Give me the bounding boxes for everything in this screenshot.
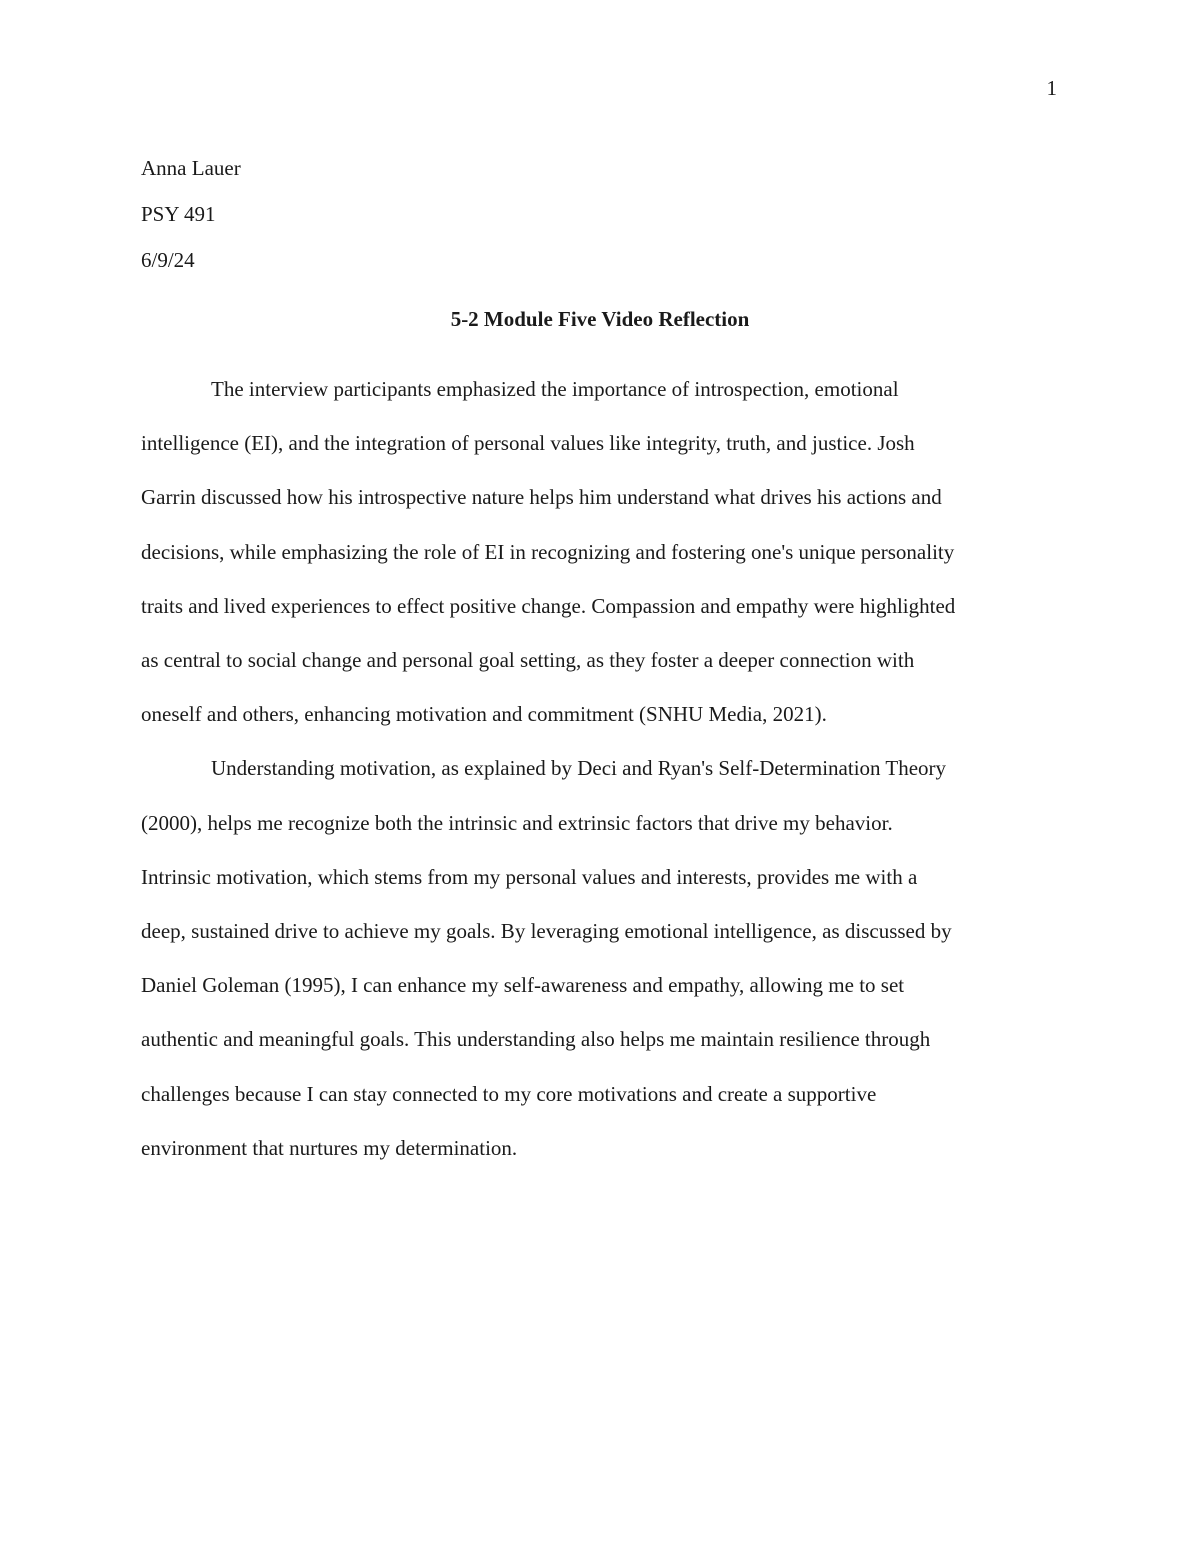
paragraph-line: authentic and meaningful goals. This understanding also helps me maintain resilience through bbox=[141, 1027, 931, 1052]
page-number: 1 bbox=[1046, 76, 1057, 100]
paragraph-line: The interview participants emphasized the importance of introspection, emotional bbox=[211, 377, 899, 401]
document-body bbox=[141, 362, 1066, 1175]
paragraph-1 bbox=[141, 362, 1066, 741]
paragraph-line: challenges because I can stay connected to my core motivations and create a supportive bbox=[141, 1081, 877, 1106]
paragraph-line: oneself and others, enhancing motivation and commitment (SNHU Media, 2021). bbox=[141, 702, 827, 727]
document-date: 6/9/24 bbox=[141, 248, 195, 272]
paragraph-line: intelligence (EI), and the integration of personal values like integrity, truth, and justice. Josh bbox=[141, 431, 915, 456]
paragraph-line: as central to social change and personal goal setting, as they foster a deeper connection with bbox=[141, 648, 915, 673]
course-code: PSY 491 bbox=[141, 202, 216, 226]
paragraph-line: traits and lived experiences to effect positive change. Compassion and empathy were highlighted bbox=[141, 593, 956, 618]
paragraph-line: (2000), helps me recognize both the intrinsic and extrinsic factors that drive my behavior. bbox=[141, 810, 893, 835]
paragraph-line: Intrinsic motivation, which stems from my personal values and interests, provides me with a bbox=[141, 864, 918, 889]
document-header bbox=[141, 144, 241, 282]
paragraph-line: deep, sustained drive to achieve my goals. By leveraging emotional intelligence, as discussed by bbox=[141, 919, 952, 944]
author-name: Anna Lauer bbox=[141, 156, 241, 180]
paragraph-line: Understanding motivation, as explained by Deci and Ryan's Self-Determination Theory bbox=[211, 756, 947, 781]
paragraph-line: decisions, while emphasizing the role of EI in recognizing and fostering one's unique personality bbox=[141, 539, 955, 564]
paragraph-line: Garrin discussed how his introspective nature helps him understand what drives his actions and bbox=[141, 485, 942, 510]
paragraph-line: environment that nurtures my determination. bbox=[141, 1135, 518, 1160]
paragraph-line: Daniel Goleman (1995), I can enhance my self-awareness and empathy, allowing me to set bbox=[141, 973, 905, 998]
paragraph-2 bbox=[141, 741, 1066, 1175]
document-title: 5-2 Module Five Video Reflection bbox=[450, 307, 750, 331]
